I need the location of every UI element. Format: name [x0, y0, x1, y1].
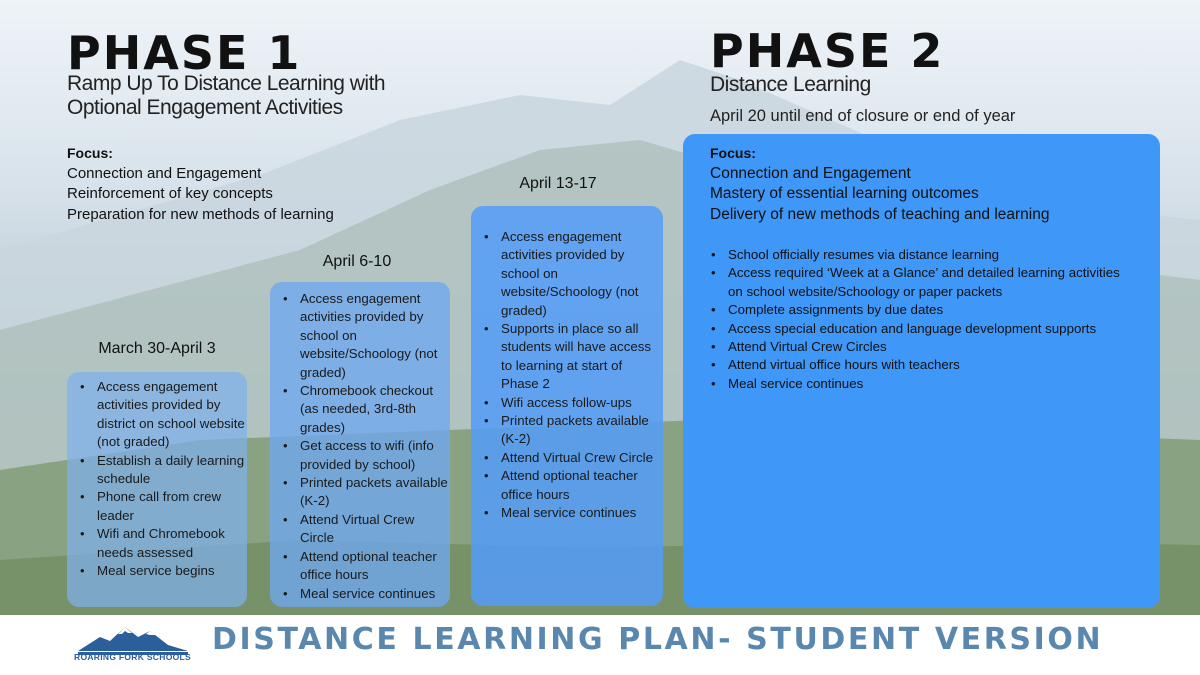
- phase2-bullet-list: [683, 246, 1128, 393]
- list-item: • Access engagement activities provided by district on school website (not graded): [97, 378, 247, 452]
- list-item: • Printed packets available (K-2): [300, 474, 450, 511]
- week1-bullet-list: [67, 378, 247, 580]
- footer-title: DISTANCE LEARNING PLAN- STUDENT VERSION: [212, 622, 1104, 657]
- list-item: • Access engagement activities provided by school on website/Schoology (not graded): [501, 228, 663, 320]
- list-item: • Meal service continues: [300, 585, 450, 603]
- week3-card: [471, 206, 663, 606]
- list-item: • Get access to wifi (info provided by school): [300, 437, 450, 474]
- list-item: • Access engagement activities provided by school on website/Schoology (not graded): [300, 290, 450, 382]
- phase2-subtitle: Distance Learning: [710, 73, 871, 96]
- list-item: • Establish a daily learning schedule: [97, 452, 247, 489]
- list-item: • Attend optional teacher office hours: [300, 548, 450, 585]
- phase1-subtitle: [67, 72, 385, 120]
- phase1-focus-label: Focus:: [67, 145, 113, 161]
- phase2-card: [683, 134, 1160, 608]
- phase2-focus-item: Connection and Engagement: [710, 164, 911, 182]
- phase2-dates: April 20 until end of closure or end of year: [710, 107, 1016, 125]
- week2-date-label: April 6-10: [322, 253, 392, 270]
- phase1-focus-item: Preparation for new methods of learning: [67, 205, 334, 223]
- list-item: • Attend optional teacher office hours: [501, 467, 663, 504]
- mountain-logo-icon: [70, 621, 195, 671]
- list-item: • Attend Virtual Crew Circles: [728, 338, 1128, 356]
- list-item: • Access required ‘Week at a Glance’ and detailed learning activities on school website/Schoology or paper packets: [728, 264, 1128, 301]
- list-item: • School officially resumes via distance learning: [728, 246, 1128, 264]
- list-item: • Supports in place so all students will have access to learning at start of Phase 2: [501, 320, 663, 394]
- phase1-focus: [67, 143, 334, 225]
- phase1-subtitle-line2: Optional Engagement Activities: [67, 96, 343, 119]
- week2-bullet-list: [270, 290, 450, 603]
- week1-card: [67, 372, 247, 607]
- week3-bullet-list: [471, 228, 663, 523]
- phase2-focus-item: Mastery of essential learning outcomes: [710, 185, 979, 202]
- phase1-heading: PHASE 1: [67, 26, 302, 80]
- phase2-focus: [710, 143, 1049, 225]
- list-item: • Meal service continues: [501, 504, 663, 522]
- list-item: • Attend Virtual Crew Circle: [300, 511, 450, 548]
- week1-date-label: March 30-April 3: [98, 340, 216, 357]
- phase2-focus-item: Delivery of new methods of teaching and learning: [710, 205, 1050, 223]
- list-item: • Attend Virtual Crew Circle: [501, 449, 663, 467]
- phase1-focus-item: Reinforcement of key concepts: [67, 185, 273, 202]
- list-item: • Wifi and Chromebook needs assessed: [97, 525, 247, 562]
- phase2-focus-label: Focus:: [710, 145, 756, 161]
- list-item: • Attend virtual office hours with teachers: [728, 356, 1128, 374]
- phase1-focus-item: Connection and Engagement: [67, 164, 262, 182]
- phase2-heading: PHASE 2: [710, 24, 945, 78]
- list-item: • Complete assignments by due dates: [728, 301, 1128, 319]
- week3-date-label: April 13-17: [519, 175, 597, 192]
- week2-card: [270, 282, 450, 607]
- list-item: • Meal service begins: [97, 562, 247, 580]
- list-item: • Chromebook checkout (as needed, 3rd-8th grades): [300, 382, 450, 437]
- list-item: • Access special education and language development supports: [728, 320, 1128, 338]
- phase1-subtitle-line1: Ramp Up To Distance Learning with: [67, 72, 386, 95]
- list-item: • Phone call from crew leader: [97, 488, 247, 525]
- list-item: • Meal service continues: [728, 375, 1128, 393]
- list-item: • Printed packets available (K-2): [501, 412, 663, 449]
- list-item: • Wifi access follow-ups: [501, 394, 663, 412]
- logo-text: ROARING FORK SCHOOLS: [74, 652, 191, 662]
